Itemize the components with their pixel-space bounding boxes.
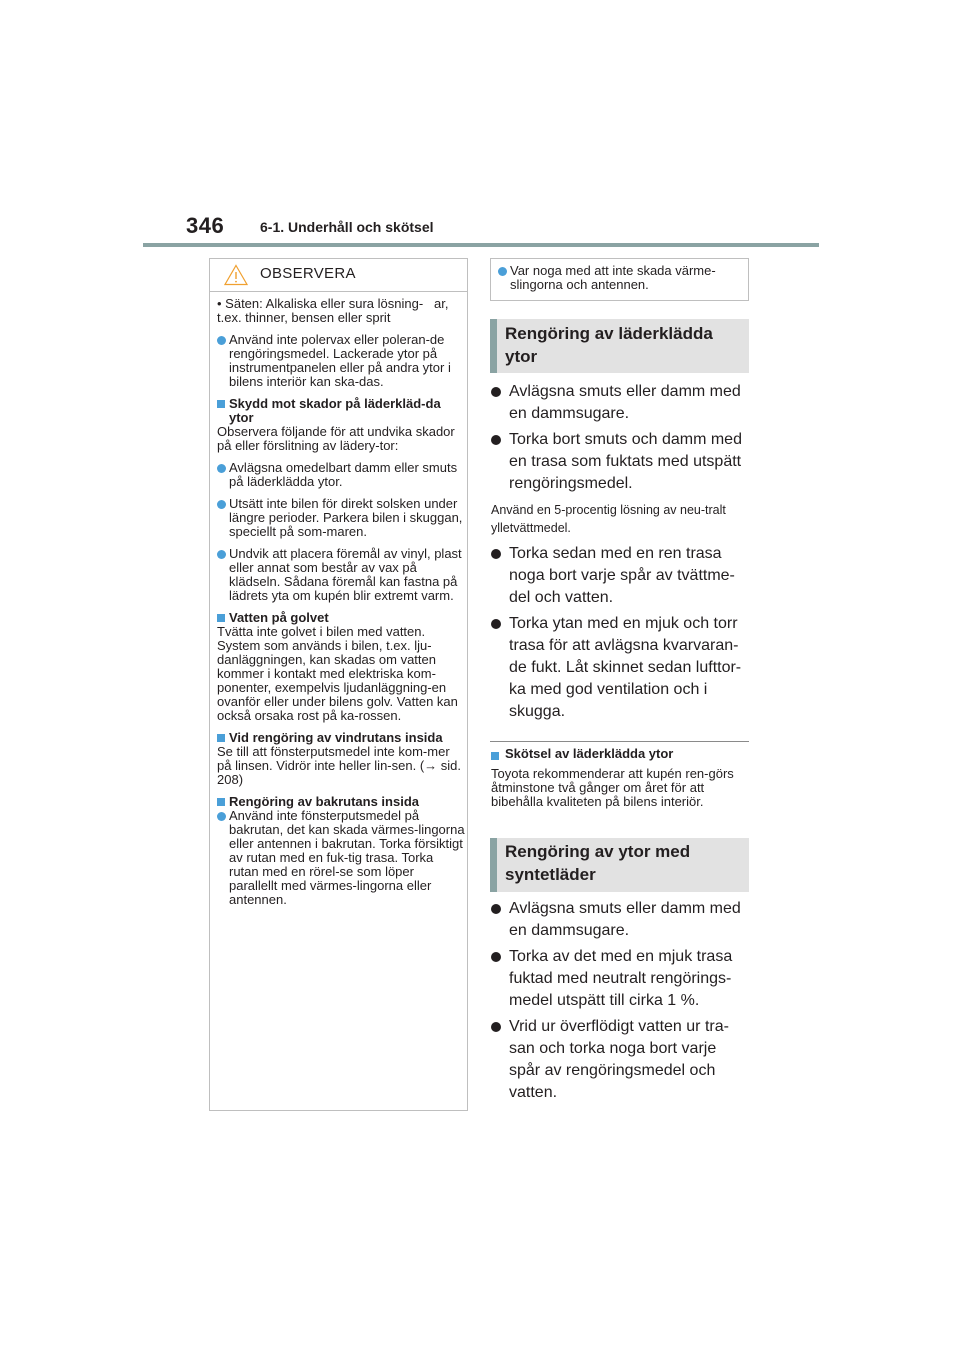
- observera-box: [209, 258, 468, 1111]
- bullet-dot-icon: [491, 619, 501, 629]
- list-item-text: Torka sedan med en ren trasa noga bort varje spår av tvättme-del och vatten.: [509, 545, 735, 606]
- square-marker-icon: [217, 614, 225, 622]
- list-item-text: Torka ytan med en mjuk och torr trasa för att avlägsna kvarvaran-de fukt. Låt skinnet sedan lufttor-ka med god ventilation och i skugga.: [509, 615, 742, 720]
- observera-subheading: [217, 795, 465, 809]
- list-item: [217, 461, 465, 489]
- list-item: [491, 381, 751, 425]
- square-marker-icon: [217, 400, 225, 408]
- bullet-dot-icon: [491, 1022, 501, 1032]
- bullet-dot-icon: [217, 550, 226, 559]
- bullet-dot-icon: [491, 549, 501, 559]
- list-item: [491, 1016, 751, 1104]
- bullet-dot-icon: [217, 500, 226, 509]
- observera-paragraph: Observera följande för att undvika skador på eller förslitning av lädery-tor:: [217, 424, 455, 453]
- note-text: Använd en 5-procentig lösning av neu-tralt ylletvättmedel.: [491, 503, 726, 535]
- list-item-text: Undvik att placera föremål av vinyl, plast eller annat som består av vax på klädseln. Sådana föremål kan fastna på lädrets yta om kupén blir extremt varm.: [229, 546, 462, 603]
- list-item-text: Avlägsna omedelbart damm eller smuts på läderklädda ytor.: [229, 460, 458, 489]
- subheading-text: Rengöring av bakrutans insida: [229, 794, 419, 809]
- bullet-dot-icon: [498, 267, 507, 276]
- warning-triangle-icon: [224, 264, 248, 286]
- subheading-text: Vatten på golvet: [229, 610, 329, 625]
- section-heading-synthetic: [490, 838, 749, 892]
- list-item-text: Använd inte fönsterputsmedel på bakrutan, det kan skada värmes-lingorna eller antennen i bakrutan. Torka försiktigt av rutan med en fuk-tig trasa. Torka rutan med en rörel-se som löper parallellt med värmes-lingorna eller antennen.: [229, 808, 465, 907]
- subsection-title: Skötsel av läderklädda ytor: [505, 746, 674, 761]
- note-box: [490, 258, 749, 301]
- observera-paragraph: Tvätta inte golvet i bilen med vatten. System som används i bilen, t.ex. lju-danläggningen, kan skadas om vatten kommer i kontakt med elektriska kom-ponenter, exempelvis ljudanläggning-en ovanför eller under bilens golv. Vatten kan också orsaka rost på ka-rossen.: [217, 624, 458, 723]
- bullet-dot-icon: [217, 812, 226, 821]
- section-heading-text: Rengöring av läderklädda ytor: [505, 324, 713, 366]
- bullet-dot-icon: [491, 904, 501, 914]
- note-box-text: Var noga med att inte skada värme-slingorna och antennen.: [510, 263, 716, 292]
- square-marker-icon: [491, 752, 499, 760]
- list-item-text: Vrid ur överflödigt vatten ur tra-san och torka noga bort varje spår av rengöringsmedel och vatten.: [509, 1018, 729, 1101]
- list-item: [217, 333, 465, 389]
- section-heading-leather: [490, 319, 749, 373]
- list-item: [491, 946, 751, 1012]
- subsection-rule: [490, 741, 749, 742]
- section-heading-text: Rengöring av ytor med syntetläder: [505, 842, 691, 884]
- bullet-dot-icon: [491, 387, 501, 397]
- list-item: [217, 497, 465, 539]
- bullet-dot-icon: [491, 435, 501, 445]
- subsection-text: Toyota rekommenderar att kupén ren-görs åtminstone två gånger om året för att bibehålla kvaliteten på bilens interiör.: [491, 766, 734, 809]
- list-item: [217, 809, 465, 907]
- list-item-text: Torka bort smuts och damm med en trasa som fuktats med utspätt rengöringsmedel.: [509, 431, 742, 492]
- list-item: [491, 613, 751, 723]
- bullet-dot-icon: [491, 952, 501, 962]
- list-item: [491, 898, 751, 942]
- bullet-dot-icon: [217, 464, 226, 473]
- observera-subheading: [217, 397, 465, 425]
- subheading-text: Vid rengöring av vindrutans insida: [229, 730, 443, 745]
- observera-header: [210, 259, 467, 292]
- list-item: [491, 429, 751, 495]
- list-item-text: Utsätt inte bilen för direkt solsken under längre perioder. Parkera bilen i skuggan, speciellt på som-maren.: [229, 496, 463, 539]
- header-rule: [143, 243, 819, 247]
- list-item-text: Torka av det med en mjuk trasa fuktad med neutralt rengörings-medel utspätt till cirka 1 %.: [509, 948, 733, 1009]
- bullet-dot-icon: [217, 336, 226, 345]
- page-number: 346: [186, 213, 225, 238]
- list-item: [491, 543, 751, 609]
- observera-body: [217, 297, 465, 915]
- list-item-text: Använd inte polervax eller poleran-de rengöringsmedel. Lackerade ytor på instrumentpanelen eller på andra ytor i bilens interiör kan ska-das.: [229, 332, 451, 389]
- observera-title: OBSERVERA: [260, 265, 356, 282]
- observera-paragraph: Se till att fönsterputsmedel inte kom-mer på linsen. Vidrör inte heller lin-sen. (→ sid. 208): [217, 744, 461, 787]
- square-marker-icon: [217, 734, 225, 742]
- observera-paragraph: • Säten: Alkaliska eller sura lösning- ar, t.ex. thinner, bensen eller sprit: [217, 296, 449, 325]
- list-item-text: Avlägsna smuts eller damm med en dammsugare.: [509, 900, 741, 939]
- square-marker-icon: [217, 798, 225, 806]
- observera-subheading: [217, 731, 465, 745]
- section-title: 6-1. Underhåll och skötsel: [260, 219, 434, 235]
- list-item-text: Avlägsna smuts eller damm med en dammsugare.: [509, 383, 741, 422]
- list-item: [217, 547, 465, 603]
- observera-subheading: [217, 611, 465, 625]
- subheading-text: Skydd mot skador på läderkläd-da ytor: [229, 396, 441, 425]
